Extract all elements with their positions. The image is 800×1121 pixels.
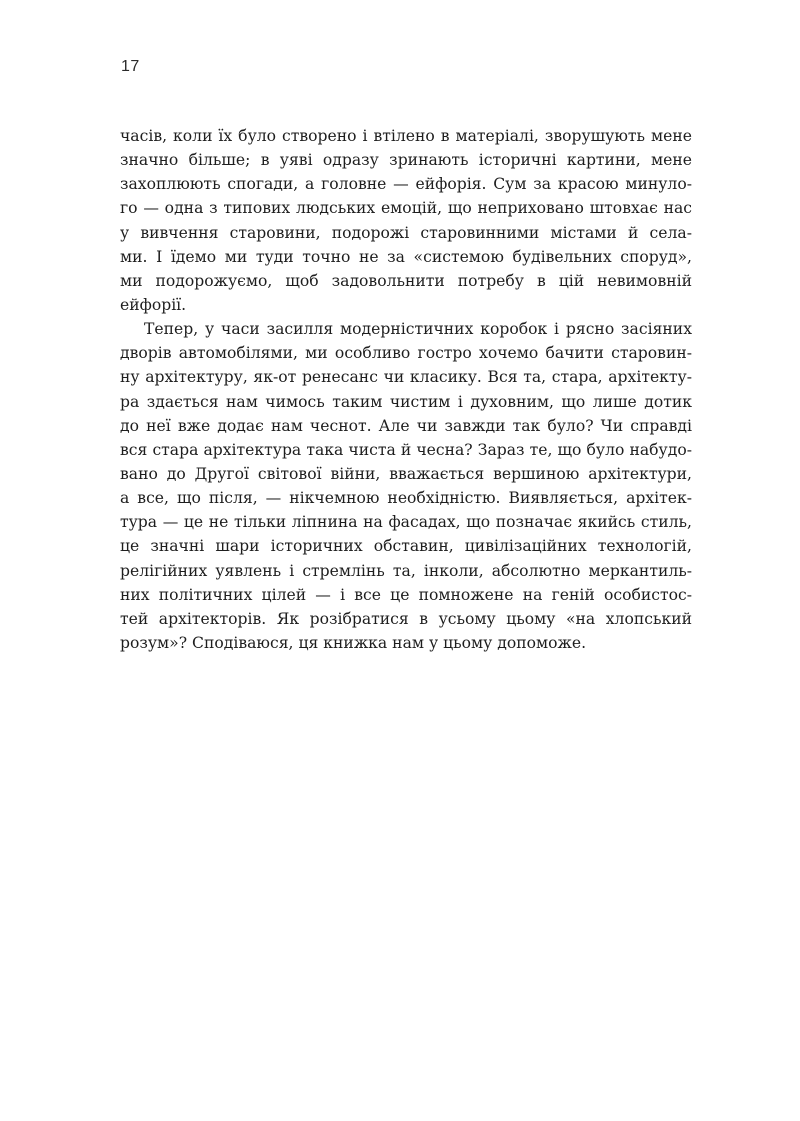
- text-line: до неї вже додає нам чеснот. Але чи завжди так було? Чи справді: [120, 416, 692, 435]
- text-line: часів, коли їх було створено і втілено в матеріалі, зворушують мене: [120, 127, 692, 145]
- text-line: це значні шари історичних обставин, цивілізаційних технологій,: [120, 537, 692, 556]
- body-text: [120, 124, 692, 655]
- text-line: тура — це не тільки ліпнина на фасадах, що позначає якийсь стиль,: [120, 513, 692, 532]
- text-line: у вивчення старовини, подорожі старовинними містами й села-: [120, 223, 692, 242]
- text-line: вся стара архітектура така чиста й чесна? Зараз те, що було набудо-: [120, 440, 692, 459]
- text-line: вано до Другої світової війни, вважається вершиною архітектури,: [120, 464, 692, 483]
- text-line: них політичних цілей — і все це помножене на геній особистос-: [120, 585, 692, 604]
- text-line: захоплюють спогади, а головне — ейфорія. Сум за красою минуло-: [120, 175, 692, 194]
- text-line: ми. І їдемо ми туди точно не за «системою будівельних споруд»,: [120, 247, 692, 266]
- paragraph-end-line: розум»? Сподіваюся, ця книжка нам у цьому допоможе.: [120, 633, 587, 652]
- paragraph-end-line: ейфорії.: [120, 295, 187, 314]
- text-line: го — одна з типових людських емоцій, що неприховано штовхає нас: [120, 199, 692, 218]
- text-line: тей архітекторів. Як розібратися в усьому цьому «на хлопський: [120, 609, 692, 628]
- page-number: 17: [121, 58, 140, 75]
- text-line: дворів автомобілями, ми особливо гостро хочемо бачити старовин-: [120, 344, 692, 363]
- text-line: релігійних уявлень і стремлінь та, інколи, абсолютно меркантиль-: [120, 561, 692, 580]
- text-line: ра здається нам чимось таким чистим і духовним, що лише дотик: [120, 392, 692, 411]
- text-line: а все, що після, — нікчемною необхідністю. Виявляється, архітек-: [120, 489, 692, 508]
- text-line: значно більше; в уяві одразу зринають історичні картини, мене: [120, 151, 692, 170]
- paragraph-start-line: Тепер, у часи засилля модерністичних коробок і рясно засіяних: [144, 320, 692, 339]
- text-line: ми подорожуємо, щоб задовольнити потребу в цій невимовній: [120, 271, 692, 290]
- text-line: ну архітектуру, як-от ренесанс чи класику. Вся та, стара, архітекту-: [120, 368, 692, 387]
